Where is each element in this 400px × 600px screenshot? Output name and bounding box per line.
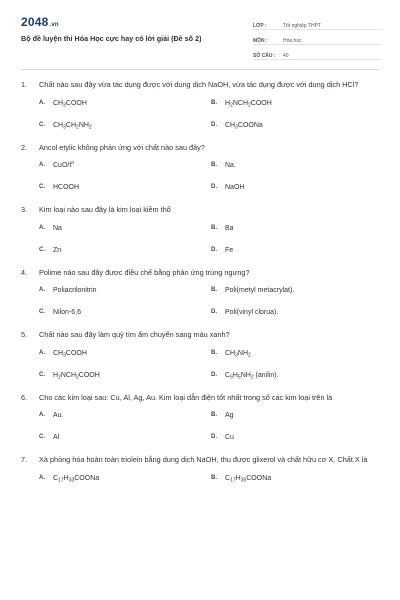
question-number: 6.: [21, 392, 28, 402]
option-key: B.: [211, 287, 217, 293]
option-text: [53, 246, 61, 255]
answer-option[interactable]: [39, 99, 211, 108]
option-key: A.: [39, 474, 45, 481]
formula-part: H: [232, 371, 238, 379]
subscript: 2: [76, 374, 79, 380]
option-text: [225, 474, 271, 483]
subscript: 3: [235, 352, 238, 358]
answer-option[interactable]: [211, 433, 383, 442]
option-text: [225, 161, 236, 170]
subscript: 2: [88, 124, 92, 130]
meta-value: Hóa học: [283, 38, 302, 44]
exam-title: Bộ đề luyện thi Hóa Học cực hay có lời giải (Đề số 2): [21, 34, 202, 43]
formula-part: COOH: [250, 99, 272, 107]
meta-label: SỐ CÂU :: [253, 53, 276, 59]
formula-part: Au.: [53, 412, 64, 419]
site-logo[interactable]: [21, 15, 59, 29]
answer-option[interactable]: [211, 349, 383, 358]
answer-options: [39, 161, 381, 192]
option-key: B.: [211, 224, 217, 231]
question-list: [21, 80, 381, 496]
logo-text: 2048: [21, 15, 49, 29]
formula-part: H: [225, 99, 231, 107]
meta-value: Tốt nghiệp THPT: [283, 23, 321, 29]
formula-part: COOH: [65, 99, 87, 107]
option-key: A.: [39, 349, 45, 356]
formula-part: Zn: [53, 246, 62, 254]
option-text: [225, 411, 234, 420]
option-text: [53, 99, 87, 108]
option-text: [53, 308, 81, 317]
option-key: D.: [211, 184, 217, 190]
meta-row-subject: [253, 30, 381, 45]
option-text: [225, 349, 251, 358]
option-key: B.: [211, 349, 217, 356]
formula-part: H: [235, 474, 241, 482]
subscript: 33: [68, 477, 75, 483]
answer-options: [39, 224, 381, 255]
answer-options: [39, 99, 381, 130]
formula-part: COONa: [74, 474, 100, 482]
answer-option[interactable]: [39, 161, 211, 170]
question-item: [21, 393, 381, 443]
option-text: [53, 161, 74, 170]
subscript: 17: [58, 477, 64, 483]
formula-part: Al: [53, 434, 60, 441]
option-text: [53, 474, 99, 483]
formula-part: Na: [53, 224, 62, 232]
option-text: [225, 183, 244, 192]
option-key: C.: [39, 434, 45, 440]
question-stem: Chất nào sau đây làm quỳ tím ẩm chuyển sang màu xanh?: [39, 330, 230, 339]
document-header: [0, 0, 400, 62]
formula-part: CH: [225, 121, 236, 129]
question-text: [21, 268, 381, 279]
option-key: D.: [211, 371, 217, 378]
answer-option[interactable]: [39, 371, 211, 380]
formula-part: COOH: [78, 371, 100, 379]
option-key: D.: [211, 246, 217, 253]
formula-part: NCH: [232, 99, 249, 107]
option-text: [53, 183, 79, 192]
subscript: 3: [63, 102, 66, 108]
question-number: 7.: [21, 455, 28, 464]
formula-part: Nilon-6,6: [53, 309, 82, 316]
option-text: [225, 224, 234, 233]
subscript: 35: [240, 477, 247, 483]
option-key: D.: [211, 121, 217, 128]
option-text: [225, 371, 279, 380]
answer-option[interactable]: [39, 121, 211, 130]
subscript: 2: [76, 124, 79, 130]
formula-part: H: [53, 371, 59, 379]
answer-option[interactable]: [211, 99, 383, 108]
question-text: [21, 143, 381, 154]
question-text: [21, 393, 381, 404]
option-key: A.: [39, 162, 45, 168]
option-key: A.: [39, 224, 45, 231]
question-item: [21, 80, 381, 130]
subscript: 5: [237, 374, 241, 380]
answer-option[interactable]: [39, 308, 211, 317]
question-stem: Kim loại nào sau đây là kim loại kiềm thổ: [39, 205, 171, 214]
formula-part: NH: [240, 371, 251, 379]
formula-part: COOH: [65, 349, 87, 357]
answer-option[interactable]: [211, 286, 383, 295]
question-text: [21, 205, 381, 216]
answer-option[interactable]: [211, 246, 383, 255]
question-number: 3.: [21, 205, 28, 214]
formula-part: CH: [53, 121, 64, 129]
formula-part: (anilin).: [253, 371, 279, 379]
formula-part: C: [225, 474, 231, 482]
option-text: [225, 99, 272, 108]
formula-part: CuO/t: [53, 162, 72, 169]
subscript: 2: [248, 352, 251, 358]
subscript: 3: [235, 124, 238, 130]
question-item: [21, 205, 381, 255]
question-text: [21, 330, 381, 341]
option-key: A.: [39, 412, 45, 418]
answer-option[interactable]: [211, 411, 383, 420]
formula-part: NaOH: [225, 184, 245, 191]
formula-part: Poli(vinyl clorua).: [225, 309, 279, 316]
question-item: [21, 330, 381, 380]
question-item: [21, 268, 381, 318]
exam-meta: [253, 15, 381, 60]
answer-option[interactable]: [39, 183, 211, 192]
option-key: C.: [39, 184, 45, 190]
formula-part: CH: [225, 349, 236, 357]
option-text: [225, 433, 234, 442]
header-divider: [21, 69, 379, 70]
formula-part: COONa: [246, 474, 272, 482]
logo-suffix: .vn: [49, 22, 59, 28]
formula-part: C: [225, 371, 231, 379]
subscript: 2: [230, 102, 233, 108]
formula-part: COONa: [237, 121, 263, 129]
meta-label: LỚP :: [253, 23, 267, 29]
question-number: 1.: [21, 80, 28, 89]
answer-option[interactable]: [211, 161, 383, 170]
formula-part: Poliacrilonitrin: [53, 287, 97, 294]
answer-option[interactable]: [211, 183, 383, 192]
formula-part: Fe: [225, 246, 234, 254]
subscript: 3: [63, 124, 66, 130]
option-text: [225, 246, 233, 255]
option-text: [53, 224, 62, 233]
formula-part: NH: [78, 121, 89, 129]
option-key: C.: [39, 371, 45, 378]
option-text: [53, 286, 97, 295]
meta-value: 40: [283, 53, 289, 59]
option-key: D.: [211, 309, 217, 315]
option-text: [53, 371, 100, 380]
option-key: C.: [39, 246, 45, 253]
question-stem: Chất nào sau đây vừa tác dụng được với dung dịch NaOH, vừa tác dụng được với dung dịch HCl?: [39, 80, 359, 89]
answer-option[interactable]: [211, 121, 383, 130]
question-stem: Polime nào sau đây được điều chế bằng phản ứng trùng ngưng?: [39, 267, 250, 277]
option-key: B.: [211, 474, 217, 481]
question-number: 4.: [21, 267, 28, 277]
answer-option[interactable]: [39, 224, 211, 233]
question-item: [21, 455, 381, 483]
option-text: [53, 349, 87, 358]
formula-part: NH: [237, 349, 249, 357]
answer-options: [39, 286, 381, 317]
answer-options: [39, 411, 381, 442]
meta-row-count: [253, 45, 381, 60]
option-text: [53, 433, 59, 442]
subscript: 2: [250, 374, 254, 380]
answer-options: [39, 474, 381, 483]
formula-part: NCH: [60, 371, 77, 379]
formula-part: Na.: [225, 162, 236, 169]
question-text: [21, 80, 381, 91]
option-text: [53, 121, 92, 130]
answer-options: [39, 349, 381, 380]
formula-part: CH: [53, 99, 64, 107]
answer-option[interactable]: [39, 286, 211, 295]
answer-option[interactable]: [211, 371, 383, 380]
superscript: o: [71, 160, 75, 166]
formula-part: CH: [65, 121, 77, 129]
option-key: D.: [211, 434, 217, 440]
answer-option[interactable]: [39, 411, 211, 420]
question-number: 2.: [21, 142, 28, 152]
question-text: [21, 455, 381, 466]
answer-option[interactable]: [211, 474, 383, 483]
question-stem: Xà phòng hóa hoàn toàn triolein bằng dung dịch NaOH, thu được glixerol và chất hữu cơ X. Chất X là: [39, 455, 368, 464]
meta-row-class: [253, 15, 381, 30]
subscript: 2: [58, 374, 61, 380]
question-stem: Ancol etylic không phản ứng với chất nào sau đây?: [39, 142, 205, 152]
formula-part: HCOOH: [53, 184, 80, 191]
answer-option[interactable]: [39, 474, 211, 483]
subscript: 17: [230, 477, 236, 483]
formula-part: Cu: [225, 434, 234, 441]
answer-option[interactable]: [39, 246, 211, 255]
formula-part: C: [53, 474, 59, 482]
subscript: 3: [63, 352, 66, 358]
answer-option[interactable]: [211, 308, 383, 317]
answer-option[interactable]: [211, 224, 383, 233]
meta-label: MÔN :: [253, 38, 268, 44]
question-item: [21, 143, 381, 193]
question-stem: Cho các kim loại sau: Cu, Al, Ag, Au. Kim loại dẫn điện tốt nhất trong số các kim loại trên là: [39, 392, 333, 402]
option-key: A.: [39, 287, 45, 293]
option-text: [53, 411, 64, 420]
subscript: 6: [230, 374, 233, 380]
option-text: [225, 121, 263, 130]
option-key: B.: [211, 99, 217, 106]
option-text: [225, 308, 278, 317]
option-text: [225, 286, 294, 295]
formula-part: CH: [53, 349, 64, 357]
question-number: 5.: [21, 330, 28, 339]
option-key: B.: [211, 162, 217, 168]
formula-part: Poli(metyl metacrylat).: [225, 287, 295, 294]
option-key: B.: [211, 412, 217, 418]
formula-part: Ag: [225, 412, 234, 419]
option-key: C.: [39, 309, 45, 315]
option-key: A.: [39, 99, 45, 106]
subscript: 2: [248, 102, 251, 108]
formula-part: H: [63, 474, 69, 482]
answer-option[interactable]: [39, 349, 211, 358]
answer-option[interactable]: [39, 433, 211, 442]
formula-part: Ba: [225, 224, 234, 232]
option-key: C.: [39, 121, 45, 128]
